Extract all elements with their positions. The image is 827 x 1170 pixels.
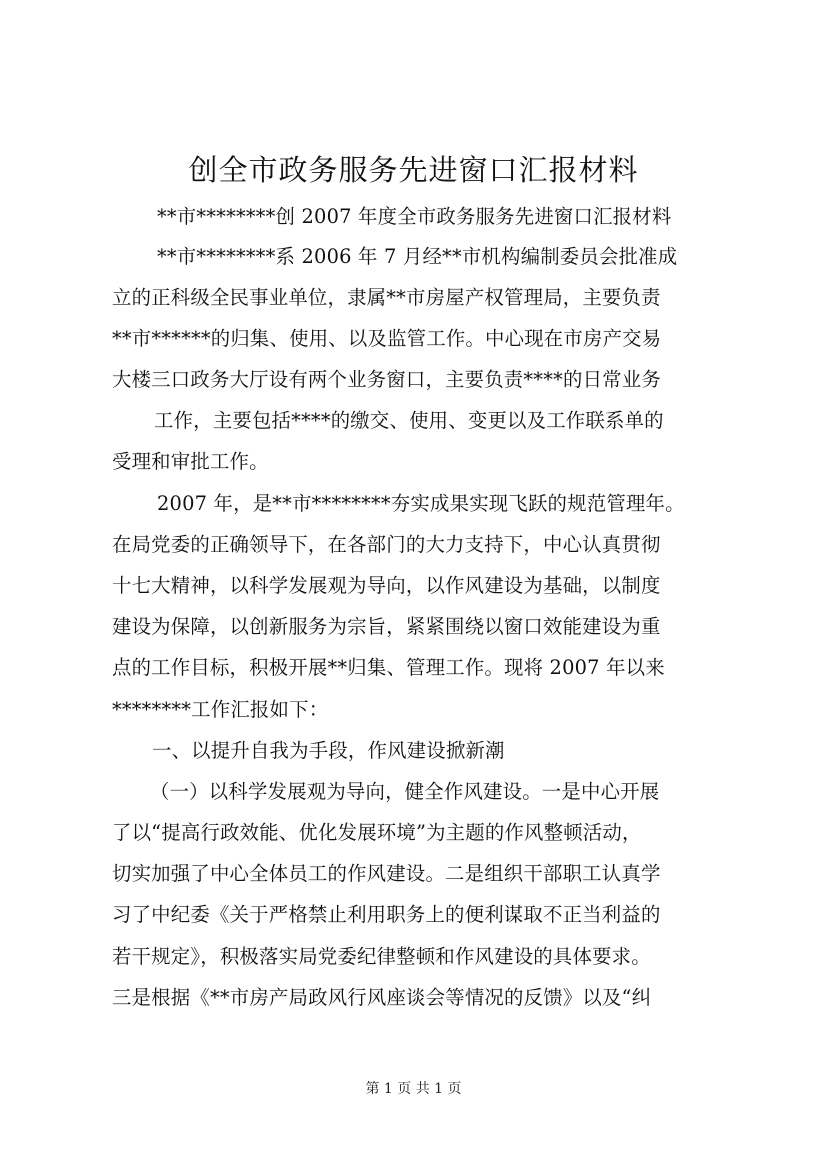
- text-line: 工作，主要包括****的缴交、使用、变更以及工作联系单的: [154, 409, 664, 432]
- text-line: 三是根据《**市房产局政风行风座谈会等情况的反馈》以及“纠: [112, 986, 652, 1009]
- text-line: 在局党委的正确领导下，在各部门的大力支持下，中心认真贯彻: [112, 533, 661, 556]
- text-line: 若干规定》，积极落实局党委纪律整顿和作风建设的具体要求。: [112, 945, 651, 968]
- text-line: 受理和审批工作。: [112, 450, 269, 473]
- text-line: 建设为保障，以创新服务为宗旨，紧紧围绕以窗口效能建设为重: [112, 615, 661, 638]
- text-line: ********工作汇报如下：: [112, 698, 329, 721]
- text-line: **市********系 2006 年 7 月经**市机构编制委员会批准成: [157, 245, 678, 268]
- text-line: （一）以科学发展观为导向，健全作风建设。一是中心开展: [150, 780, 660, 803]
- page-number-footer: 第 1 页 共 1 页: [365, 1081, 462, 1097]
- text-line: **市********创 2007 年度全市政务服务先进窗口汇报材料: [157, 205, 672, 228]
- text-line: 了以“提高行政效能、优化发展环境”为主题的作风整顿活动，: [112, 821, 642, 844]
- text-line: 点的工作目标，积极开展**归集、管理工作。现将 2007 年以来: [112, 656, 665, 679]
- text-line: 习了中纪委《关于严格禁止利用职务上的便利谋取不正当利益的: [112, 903, 661, 926]
- section-heading: 一、以提升自我为手段，作风建设掀新潮: [152, 739, 505, 762]
- text-line: 立的正科级全民事业单位，隶属**市房屋产权管理局，主要负责: [112, 286, 661, 309]
- text-line: 2007 年，是**市********夯实成果实现飞跃的规范管理年。: [157, 492, 685, 515]
- text-line: 十七大精神，以科学发展观为导向，以作风建设为基础，以制度: [112, 574, 661, 597]
- text-line: 切实加强了中心全体员工的作风建设。二是组织干部职工认真学: [112, 862, 661, 885]
- document-title: 创全市政务服务先进窗口汇报材料: [188, 153, 639, 187]
- text-line: **市******的归集、使用、以及监管工作。中心现在市房产交易: [112, 327, 662, 350]
- text-line: 大楼三口政务大厅设有两个业务窗口，主要负责****的日常业务: [112, 368, 661, 391]
